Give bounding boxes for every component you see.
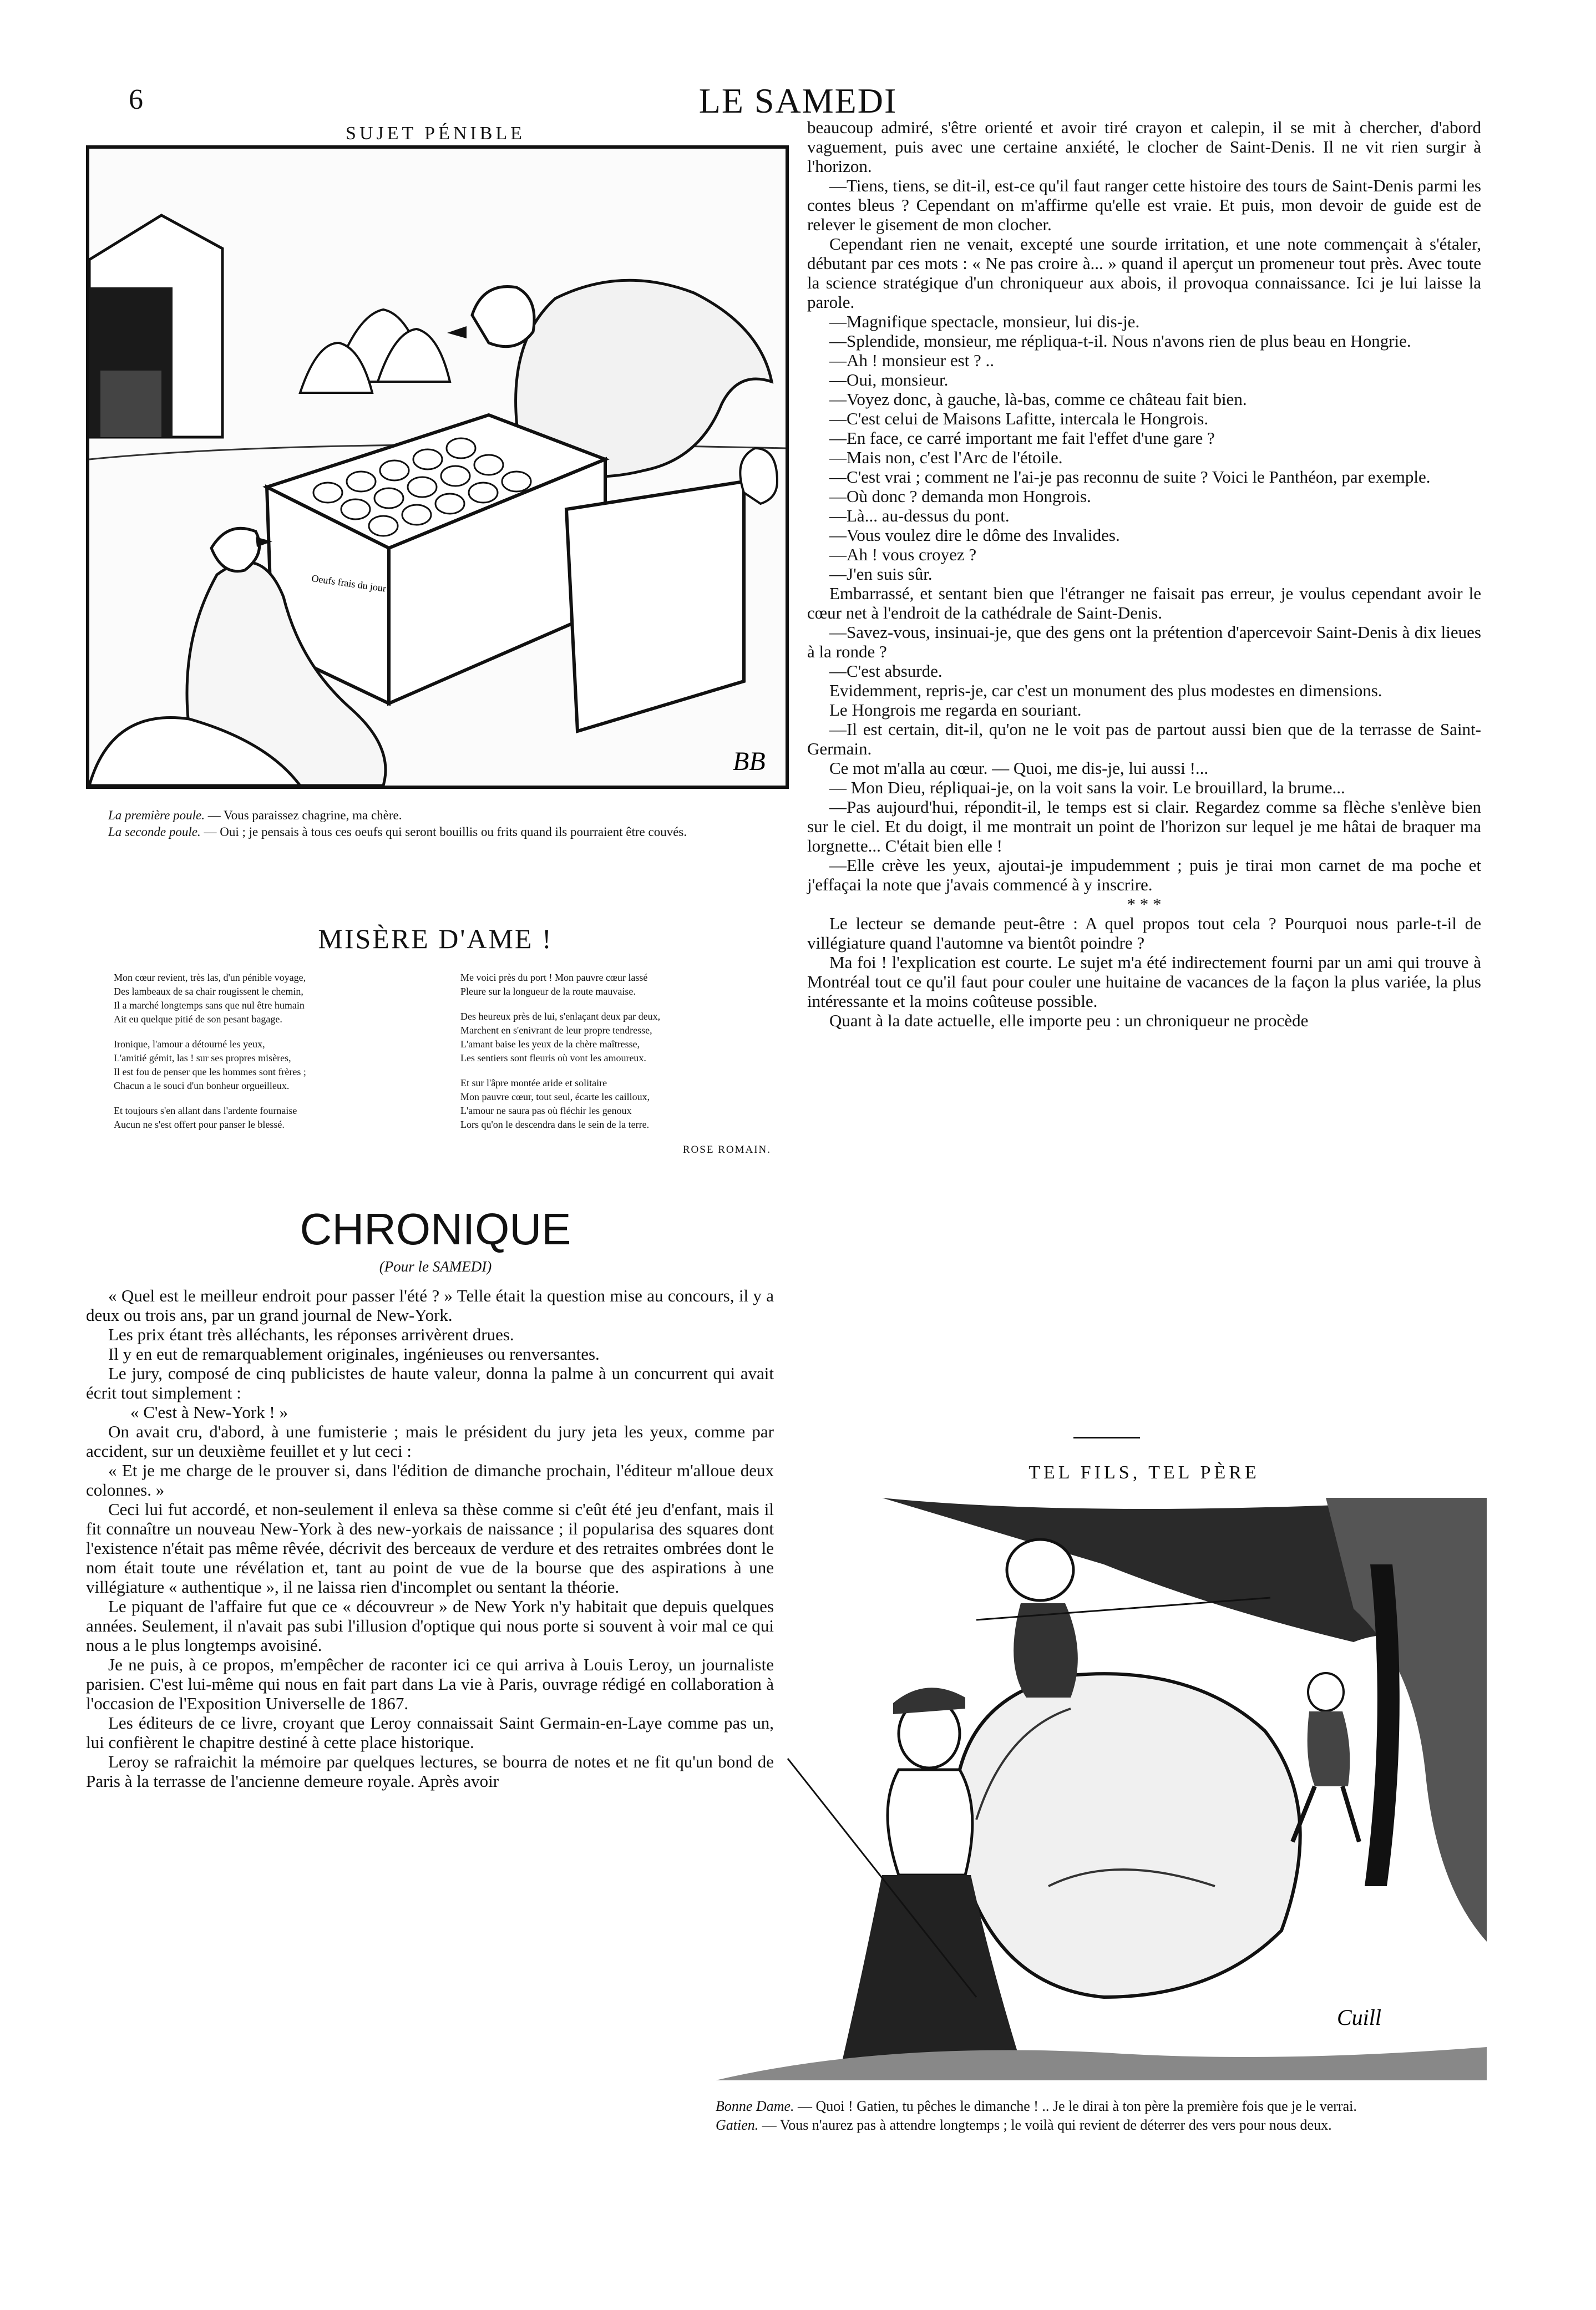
- paragraph: Je ne puis, à ce propos, m'empêcher de raconter ici ce qui arriva à Louis Leroy, un journaliste parisien. C'est lui-même qui nous en fait part dans La vie à Paris, ouvrage rédigé en collaboration à l'occasion de l'Exposition Universelle de 1867.: [86, 1655, 774, 1713]
- paragraph: —Tiens, tiens, se dit-il, est-ce qu'il faut ranger cette histoire des tours de Saint-Denis parmi les contes bleus ? Cependant on m'affirme qu'elle est vraie. Et puis, mon devoir de guide est de relever le gisement de mon clocher.: [807, 176, 1481, 234]
- paragraph: « C'est à New-York ! »: [130, 1402, 288, 1422]
- cartoon2-signature: Cuill: [1337, 2005, 1382, 2030]
- divider: [1073, 1437, 1140, 1438]
- cartoon1-title: SUJET PÉNIBLE: [346, 123, 525, 144]
- paragraph: —Là... au-dessus du pont.: [829, 506, 1010, 525]
- paragraph: —Splendide, monsieur, me répliqua-t-il. Nous n'avons rien de plus beau en Hongrie.: [829, 331, 1411, 351]
- paragraph: Les éditeurs de ce livre, croyant que Leroy connaissait Saint Germain-en-Laye comme pas un, lui confièrent le chapitre destiné à cette place historique.: [86, 1713, 774, 1752]
- newspaper-title: LE SAMEDI: [698, 81, 898, 120]
- paragraph: —Magnifique spectacle, monsieur, lui dis-je.: [829, 312, 1140, 331]
- paragraph: Embarrassé, et sentant bien que l'étranger ne faisait pas erreur, je voulus cependant avoir le cœur net à l'endroit de la cathédrale de Saint-Denis.: [807, 584, 1481, 622]
- fishing-scene-drawing: [716, 1498, 1487, 2080]
- poem-column-1: [114, 971, 424, 1143]
- paragraph: Ceci lui fut accordé, et non-seulement il enleva sa thèse comme si c'eût été jeu d'enfant, mais il fit connaître un nouveau New-York à des new-yorkais de naissance ; il popularisa des squares dont l'existence n'était pas même rêvée, décrivit des berceaux de verdure et des retraites ombrées dont le nom était toute une révélation et, tant au point de vue de la bourse que des aspirations à une villégiature « authentique », il ne laissa rien d'incomplet ou sentant la théorie.: [86, 1500, 774, 1597]
- paragraph: —C'est vrai ; comment ne l'ai-je pas reconnu de suite ? Voici le Panthéon, par exemple.: [829, 467, 1431, 487]
- cartoon1-signature: BB: [733, 747, 766, 776]
- cartoon1-illustration: [86, 145, 789, 789]
- paragraph: Le piquant de l'affaire fut que ce « découvreur » de New York n'y habitait que depuis quelques années. Seulement, il n'avait pas subi l'illusion d'optique qui nous porte si souvent à voir mal ce qui nous a le plus longtemps avoisiné.: [86, 1597, 774, 1655]
- paragraph: Cependant rien ne venait, excepté une sourde irritation, et une note commençait à s'étaler, débutant par ces mots : « Ne pas croire à... » quand il aperçut un promeneur tout près. Avec toute la science stratégique d'un chroniqueur aux abois, il provoqua connaissance. Ici je lui laisse la parole.: [807, 234, 1481, 312]
- cartoon2-title: TEL FILS, TEL PÈRE: [1028, 1462, 1260, 1483]
- paragraph: —Ah ! vous croyez ?: [829, 545, 977, 564]
- paragraph: beaucoup admiré, s'être orienté et avoir tiré crayon et calepin, il se mit à chercher, d'abord vaguement, puis avec une certaine anxiété, le clocher de Saint-Denis. Il ne vit rien surgir à l'horizon.: [807, 118, 1481, 176]
- caption2-line-2: — Vous n'aurez pas à attendre longtemps ; le voilà qui revient de déterrer des vers pour nous deux.: [762, 2117, 1332, 2133]
- poem-column-2: [460, 971, 771, 1157]
- paragraph: —Voyez donc, à gauche, là-bas, comme ce château fait bien.: [829, 389, 1247, 409]
- hens-and-egg-crates-drawing: [89, 149, 786, 786]
- paragraph: Le Hongrois me regarda en souriant.: [829, 700, 1082, 720]
- caption1-line-1: — Vous paraissez chagrine, ma chère.: [207, 808, 402, 822]
- poem-stanza: Me voici près du port ! Mon pauvre cœur lassé Pleure sur la longueur de la route mauvaise.: [460, 972, 648, 997]
- paragraph: —J'en suis sûr.: [829, 564, 933, 584]
- paragraph: —Ah ! monsieur est ? ..: [829, 351, 995, 370]
- paragraph: —Pas aujourd'hui, répondit-il, le temps est si clair. Regardez comme sa flèche s'enlève bien sur le ciel. Et du doigt, il me montrait un point de l'horizon sur lequel je me hâtai de braquer ma lorgnette... C'était bien elle !: [807, 797, 1481, 855]
- paragraph: « Et je me charge de le prouver si, dans l'édition de dimanche prochain, l'éditeur m'alloue deux colonnes. »: [86, 1461, 774, 1500]
- chronique-column-2: [807, 118, 1481, 1030]
- caption1-speaker-1: La première poule.: [108, 808, 205, 822]
- chronique-column-1: [86, 1286, 774, 1791]
- page-number: 6: [129, 84, 143, 115]
- paragraph: Ce mot m'alla au cœur. — Quoi, me dis-je, lui aussi !...: [829, 758, 1209, 778]
- crate-label-1: Oeufs frais du jour: [311, 573, 387, 594]
- paragraph: —C'est celui de Maisons Lafitte, intercala le Hongrois.: [829, 409, 1209, 428]
- poem-title: MISÈRE D'AME !: [318, 923, 553, 954]
- paragraph: — Mon Dieu, répliquai-je, on la voit sans la voir. Le brouillard, la brume...: [829, 778, 1345, 797]
- chronique-subtitle: (Pour le SAMEDI): [379, 1258, 492, 1275]
- poem-stanza: Mon cœur revient, très las, d'un pénible voyage, Des lambeaux de sa chair rougissent le chemin, Il a marché longtemps sans que nul être humain Ait eu quelque pitié de son pesant bagage.: [114, 972, 306, 1025]
- paragraph: Evidemment, repris-je, car c'est un monument des plus modestes en dimensions.: [829, 681, 1382, 700]
- paragraph: Les prix étant très alléchants, les réponses arrivèrent drues.: [108, 1325, 514, 1344]
- paragraph: —Savez-vous, insinuai-je, que des gens ont la prétention d'apercevoir Saint-Denis à dix lieues à la ronde ?: [807, 622, 1481, 661]
- caption1-speaker-2: La seconde poule.: [108, 825, 201, 839]
- paragraph: —Oui, monsieur.: [829, 370, 949, 389]
- poem-author: ROSE ROMAIN.: [682, 1144, 771, 1156]
- paragraph: —Il est certain, dit-il, qu'on ne le voit pas de partout aussi bien que de la terrasse de Saint-Germain.: [807, 720, 1481, 758]
- paragraph: On avait cru, d'abord, à une fumisterie ; mais le président du jury jeta les yeux, comme par accident, sur un deuxième feuillet et y lut ceci :: [86, 1422, 774, 1461]
- paragraph: —Vous voulez dire le dôme des Invalides.: [829, 525, 1120, 545]
- poem-stanza: Des heureux près de lui, s'enlaçant deux par deux, Marchent en s'enivrant de leur propre tendresse, L'amant baise les yeux de la chère maîtresse, Les sentiers sont fleuris où vont les amoureux.: [460, 1011, 661, 1063]
- section-separator: * * *: [1127, 894, 1162, 914]
- paragraph: Ma foi ! l'explication est courte. Le sujet m'a été indirectement fourni par un ami qui trouve à Montréal tout ce qu'il faut pour couler une huitaine de vacances de la façon la plus variée, la plus intéressante et la moins coûteuse possible.: [807, 953, 1481, 1011]
- paragraph: Il y en eut de remarquablement originales, ingénieuses ou renversantes.: [108, 1344, 600, 1364]
- chronique-title: CHRONIQUE: [300, 1204, 571, 1254]
- poem-stanza: Et toujours s'en allant dans l'ardente fournaise Aucun ne s'est offert pour panser le blessé.: [114, 1105, 297, 1130]
- paragraph: —Mais non, c'est l'Arc de l'étoile.: [829, 448, 1063, 467]
- cartoon2-caption: [716, 2097, 1481, 2135]
- poem-stanza: Et sur l'âpre montée aride et solitaire Mon pauvre cœur, tout seul, écarte les cailloux, L'amour ne saura pas où fléchir les genoux Lors qu'on le descendra dans le sein de la terre.: [460, 1077, 650, 1130]
- paragraph: Le jury, composé de cinq publicistes de haute valeur, donna la palme à un concurrent qui avait écrit tout simplement :: [86, 1364, 774, 1402]
- paragraph: Leroy se rafraichit la mémoire par quelques lectures, se bourra de notes et ne fit qu'un bond de Paris à la terrasse de l'ancienne demeure royale. Après avoir: [86, 1752, 774, 1791]
- poem-stanza: Ironique, l'amour a détourné les yeux, L'amitié gémit, las ! sur ses propres misères, Il est fou de penser que les hommes sont frères ; Chacun a le souci d'un bonheur orgueilleux.: [114, 1039, 306, 1091]
- caption2-speaker-2: Gatien.: [716, 2117, 759, 2133]
- caption2-speaker-1: Bonne Dame.: [716, 2098, 794, 2114]
- caption1-line-2: — Oui ; je pensais à tous ces oeufs qui seront bouillis ou frits quand ils pourraient être couvés.: [204, 825, 687, 839]
- cartoon1-caption: [86, 807, 782, 840]
- paragraph: —Où donc ? demanda mon Hongrois.: [829, 487, 1091, 506]
- paragraph: « Quel est le meilleur endroit pour passer l'été ? » Telle était la question mise au concours, il y a deux ou trois ans, par un grand journal de New-York.: [86, 1286, 774, 1325]
- cartoon2-illustration: [716, 1498, 1487, 2080]
- caption2-line-1: — Quoi ! Gatien, tu pêches le dimanche ! .. Je le dirai à ton père la première fois que je le verrai.: [798, 2098, 1357, 2114]
- paragraph: Quant à la date actuelle, elle importe peu : un chroniqueur ne procède: [829, 1011, 1309, 1030]
- paragraph: Le lecteur se demande peut-être : A quel propos tout cela ? Pourquoi nous parle-t-il de villégiature quand l'automne va bientôt poindre ?: [807, 914, 1481, 953]
- paragraph: —C'est absurde.: [829, 661, 943, 681]
- paragraph: —En face, ce carré important me fait l'effet d'une gare ?: [829, 428, 1215, 448]
- paragraph: —Elle crève les yeux, ajoutai-je impudemment ; puis je tirai mon carnet de ma poche et j'effaçai la note que j'avais commencé à y inscrire.: [807, 855, 1481, 894]
